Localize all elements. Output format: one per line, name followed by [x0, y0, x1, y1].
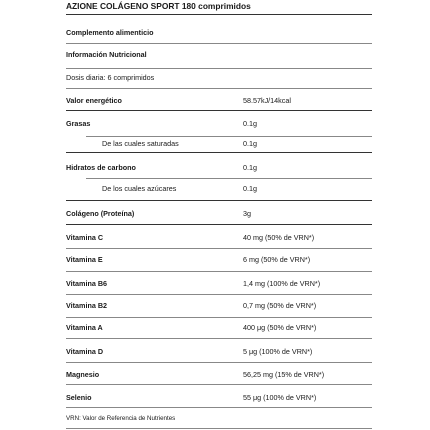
- row-value: 58.57kJ/14kcal: [243, 96, 291, 105]
- divider: [66, 224, 372, 225]
- product-title: AZIONE COLÁGENO SPORT 180 comprimidos: [66, 1, 251, 11]
- subtitle: Complemento alimenticio: [66, 28, 154, 37]
- divider: [86, 136, 372, 137]
- row-label: Colágeno (Proteína): [66, 209, 135, 218]
- divider: [66, 428, 372, 429]
- row-label: Vitamina B2: [66, 301, 108, 310]
- row-value: 40 mg (50% de VRN*): [243, 233, 315, 242]
- row-label: Vitamina C: [66, 233, 104, 242]
- row-value: 0.1g: [243, 184, 257, 193]
- nutrition-sheet: [66, 0, 376, 430]
- dose-text: Dosis diaria: 6 comprimidos: [66, 73, 155, 82]
- row-label: Hidratos de carbono: [66, 163, 136, 172]
- row-value: 3g: [243, 209, 251, 218]
- row-label: Valor energético: [66, 96, 122, 105]
- divider: [66, 110, 372, 111]
- row-value: 6 mg (50% de VRN*): [243, 255, 311, 264]
- divider: [66, 294, 372, 295]
- row-label: De los cuales azúcares: [102, 184, 177, 193]
- divider: [66, 14, 372, 15]
- row-label: Vitamina E: [66, 255, 103, 264]
- row-value: 56,25 mg (15% de VRN*): [243, 370, 325, 379]
- row-value: 1,4 mg (100% de VRN*): [243, 279, 321, 288]
- row-label: Magnesio: [66, 370, 100, 379]
- row-value: 0,7 mg (50% de VRN*): [243, 301, 317, 310]
- row-value: 400 μg (50% de VRN*): [243, 323, 317, 332]
- divider: [66, 384, 372, 385]
- row-value: 5 μg (100% de VRN*): [243, 347, 313, 356]
- row-value: 0.1g: [243, 119, 257, 128]
- divider: [66, 338, 372, 339]
- section-heading: Información Nutricional: [66, 50, 147, 59]
- divider: [66, 271, 372, 272]
- divider: [66, 362, 372, 363]
- divider: [66, 68, 372, 69]
- row-label: Selenio: [66, 393, 92, 402]
- divider: [66, 248, 372, 249]
- divider: [86, 178, 372, 179]
- divider: [66, 407, 372, 408]
- row-label: Vitamina D: [66, 347, 104, 356]
- row-label: Vitamina B6: [66, 279, 108, 288]
- row-label: De las cuales saturadas: [102, 139, 179, 148]
- divider: [66, 317, 372, 318]
- row-value: 0.1g: [243, 163, 257, 172]
- divider: [66, 200, 372, 201]
- divider: [66, 43, 372, 44]
- footnote: VRN: Valor de Referencia de Nutrientes: [66, 415, 176, 422]
- row-value: 55 μg (100% de VRN*): [243, 393, 317, 402]
- row-label: Grasas: [66, 119, 91, 128]
- divider: [66, 88, 372, 89]
- row-label: Vitamina A: [66, 323, 103, 332]
- divider: [66, 152, 372, 153]
- row-value: 0.1g: [243, 139, 257, 148]
